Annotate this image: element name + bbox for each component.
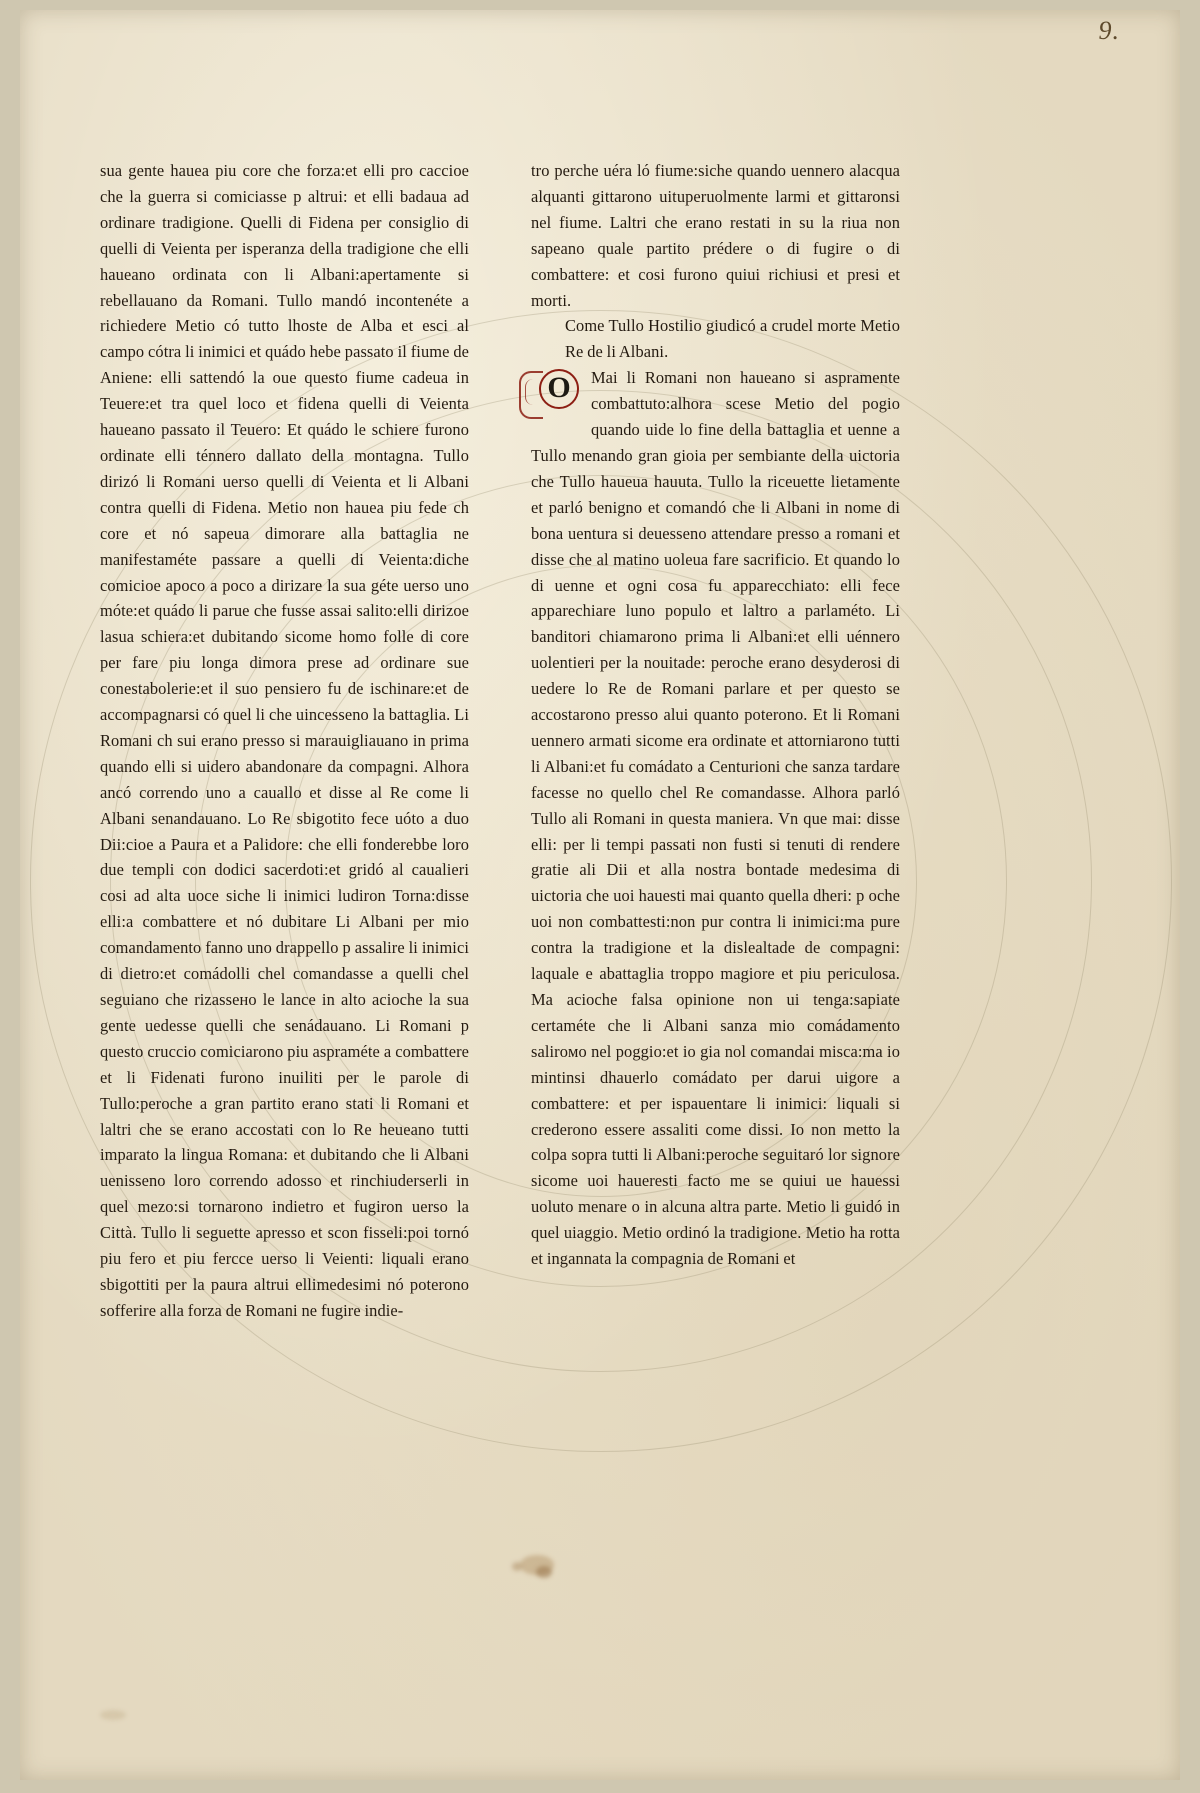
folio-number: 9.: [1098, 16, 1120, 45]
initial-flourish-inner-icon: [525, 379, 540, 405]
text-columns: [100, 158, 1100, 1324]
decorated-initial: [531, 367, 583, 419]
paper-stain: [520, 1555, 554, 1575]
left-column: [100, 158, 469, 1324]
chapter-rubric: Come Tullo Hostilio giudicó a crudel morte Metio Re de li Albani.: [565, 316, 900, 362]
paper-stain: [512, 1562, 522, 1571]
right-column-body-main: Mai li Romani non haueano si aspramente combattuto:alhora scese Metio del pogio quando uide lo fine della battaglia et uenne a Tullo menando gran gioia per sembiante della uictoria che Tullo haueua hauuta. Tullo la riceuette lietamente et parló benigno et comandó che li Albani in nome di bona uentura si deuesseno attendare presso a romani et disse che al matino uoleua fare sacrificio. Et quando lo di uenne et ogni cosa fu apparecchiato: elli fece apparechiare luno populo et laltro a parlaméto. Li banditori chiamarono prima li Albani:et elli uénnero uolentieri per la nouitade: peroche erano desyderosi di uedere lo Re de Romani parlare et per questo se accostarono presso alui quanto poterono. Et li Romani uennero armati sicome era ordinate et attorniarono tutti li Albani:et fu comádato a Centurioni che sanza tardare facesse no quello chel Re comandasse. Alhora parló Tullo ali Romani in questa maniera. Vn que mai: disse elli: per li tempi passati non fusti si tenuti di rendere gratie ali Dii et alla nostra bontade medesima di uictoria che uoi hauesti mai quanto quella dheri: p oche uoi non combattesti:non pur contra li inimici:ma pure contra la tradigione et la dislealtade de compagni: laquale e abattaglia troppo magiore et piu periculosa. Ma aciochе falsa opinione non ui tenga:sapiate certaméte che li Albani sanza mio comádamento saliroмо nel poggio:et io gia nol comandai misca:ma io mintinsi dhauerlo comádato per darui uigore a combattere: et per ispauentare li inimici: liquali si crederono essere assaliti come dissi. Io non metto la colpa sopra tutti li Albani:peroche seguitaró lor signore sicome uoi hauеresti facto me se quiui ue hauessi uoluto menare o in alcuna altra parte. Metio li guidó in quel uiaggio. Metio ordinó la tradigione. Metio ha rotta et ingannata la compagnia de Romani et: [531, 368, 900, 1269]
initial-letter: O: [547, 371, 571, 405]
right-column-body-top: tro perche uéra ló fiume:siche quando uennero alacqua alquanti gittarono uituperuolmente larmi et gittaronsi nel fiume. Laltri che erano restati in su la riua non sapeano quale partito prédere o di fugire o di combattere: et cosi furono quiui richiusi et presi et morti.: [531, 161, 900, 310]
paper-stain: [536, 1566, 552, 1578]
manuscript-page: [20, 10, 1180, 1780]
left-column-body: sua gente hauea piu core che forza:et elli pro caccioe che la guerra si comiciasse p altrui: et elli badaua ad ordinare tradigione. Quelli di Fidena per consiglio di quelli di Veienta per isperanza della tradigione che elli haueano ordinata con li Albani:apertamente si rebellauano da Romani. Tullo mandó incontenéte a richiedere Metio có tutto lhoste de Alba et esci al campo cótra li inimici et quádo hebe passato il fiume de Aniene: elli sattendó la oue questo fiume cadeua in Teuere:et tra quel loco et fidena quelli di Veienta haueano passato il Teuero: Et quádo le schiere furono ordinate elli ténnero dallato della montagna. Tullo dirizó li Romani uerso quelli di Veienta et li Albani contra quelli di Fidena. Metio non hauea piu fede ch core et nó sapeua dimorare alla battaglia ne manifestaméte passare a quelli di Veienta:diche comicioe apoco a poco a dirizare la sua géte uerso uno móte:et quádo li parue che fusse assai salito:elli dirizoe lasua schiera:et dubitando sicome homo folle di core per fare piu longa dimora prese ad ordinare sue conestabolerie:et il suo pensiero fu de ischinare:et de accompagnarsi có quel li che uincesseno la battaglia. Li Romani ch sui erano presso si marauigliauano in prima quando elli si uidero abandonare da compagni. Alhora ancó correndo uno a cauallo et disse al Re come li Albani senandauano. Lo Re sbigotito fece uóto a duo Dii:cioe a Paura et a Palidore: che elli fonderebbe loro due templi con dodici sacerdoti:et gridó al caualieri cosi ad alta uoce siche li inimici ludiron Torna:disse elli:a combattere et nó dubitare Li Albani per mio comandamento fanno uno drappello p assalire li inimici di dietro:et comádolli chel comandasse a quelli chel seguiano che rizassено le lance in alto aciochе la sua gente uedesse quelli che senádauano. Li Romani p questo cruccio comiciarono piu aspraméte a combattere et li Fidenati furono inuiliti per le parole di Tullo:peroche a gran partito erano stati li Romani et laltri che se erano accostati con lo Re heueano tutti imparato la lingua Romana: et dubitando che li Albani uenisseno loro correndo adosso et rinchiuderserli in quel mezo:si tornarono indietro et fugiron uerso la Città. Tullo li seguette apresso et scon fisseli:poi tornó piu fero et piu fercce uerso li Veienti: liquali erano sbigottiti per la paura altrui ellimedesimi nó poterono sofferire alla forza de Romani ne fugire indie-: [100, 161, 469, 1320]
paper-stain: [100, 1710, 126, 1720]
right-column: [531, 158, 900, 1324]
illuminated-paragraph: [531, 365, 900, 1272]
